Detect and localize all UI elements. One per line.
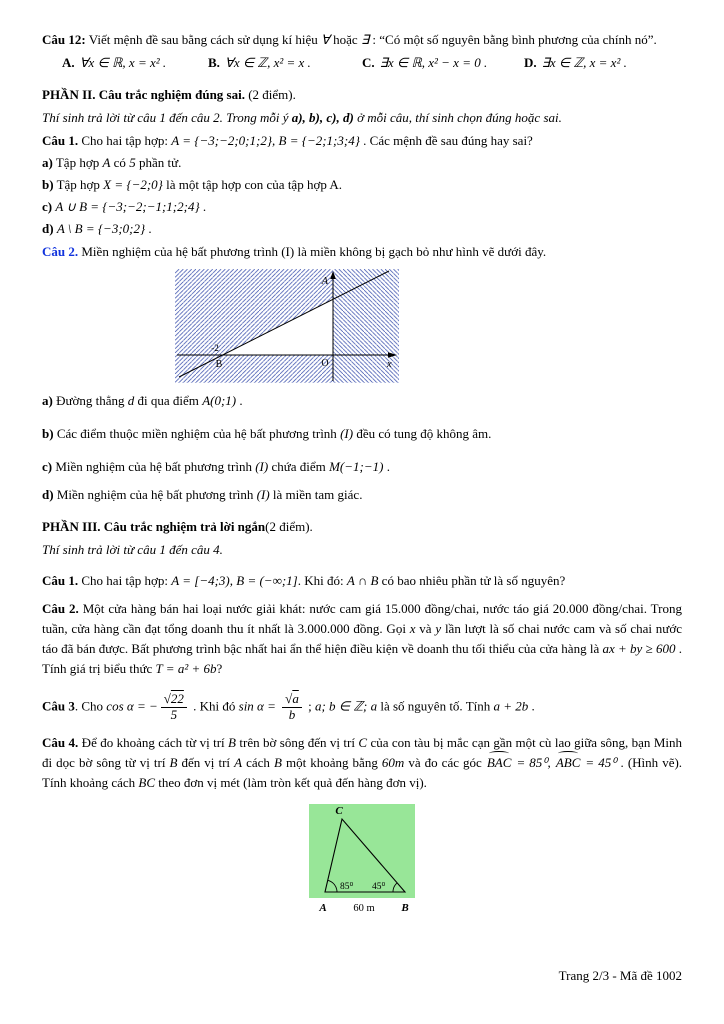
part2-question-1-text: Cho hai tập hợp:	[78, 132, 172, 148]
part3-instruction-text: Thí sinh trả lời từ câu 1 đến câu 4.	[42, 542, 223, 558]
item-math: (I)	[340, 425, 354, 441]
question-12-text-1: Viết mệnh đề sau bằng cách sử dụng kí hiệu	[85, 32, 321, 47]
option-c-math: ∃x ∈ ℝ, x² − x = 0 .	[379, 55, 488, 71]
q-text: Cho hai tập hợp:	[78, 572, 172, 588]
triangle-figure-svg	[309, 804, 415, 916]
part3-q2-label: Câu 2.	[42, 600, 79, 616]
part2-instruction-bold: a), b), c), d)	[291, 109, 354, 125]
vertex-a-label: A	[319, 901, 327, 914]
base-length-label: 60 m	[353, 902, 375, 914]
x-axis-label: x	[387, 358, 392, 370]
question-12	[42, 30, 682, 50]
q-text: . Cho	[74, 698, 107, 714]
green-background	[309, 804, 415, 898]
part2-q2-item-c	[42, 457, 682, 477]
item-math: A	[102, 155, 111, 171]
origin-label: O	[321, 357, 329, 369]
forall-symbol: ∀	[320, 32, 330, 47]
part2-heading	[42, 85, 682, 105]
part2-question-2-label: Câu 2.	[42, 243, 79, 259]
item-math: A ∪ B = {−3;−2;−1;1;2;4}	[55, 199, 200, 215]
q-text: lần lượt là số chai nước cam và số chai nước táo đã bán được. Bất phương trình bậc nhất hai ẩn thể hiện điều kiện về doanh thu tối thiểu của cửa hàng là	[42, 620, 682, 657]
part3-question-1	[42, 571, 682, 591]
item-text: .	[236, 392, 243, 408]
q-text: Để đo khoảng cách từ vị trí	[78, 735, 229, 751]
inequality-region-svg	[175, 269, 399, 383]
q-text: ?	[216, 661, 223, 677]
item-label: d)	[42, 487, 54, 503]
angle-a-value-label: 85⁰	[340, 881, 354, 892]
part2-instruction-post: ở mỗi câu, thí sinh chọn đúng hoặc sai.	[353, 109, 562, 125]
question-12-text-2: hoặc	[329, 32, 361, 47]
item-text: Miền nghiệm của hệ bất phương trình	[53, 487, 257, 503]
q-math: A	[234, 755, 243, 771]
part3-heading	[42, 517, 682, 537]
q-text: . Tính giá trị biểu thức	[42, 641, 683, 677]
option-c-label: C.	[362, 55, 375, 71]
item-text: Miền nghiệm của hệ bất phương trình	[52, 459, 256, 475]
point-a-label: A	[321, 275, 328, 287]
part2-instruction	[42, 108, 682, 128]
item-text: .	[145, 221, 152, 237]
option-d-math: ∃x ∈ ℤ, x = x² .	[541, 55, 627, 71]
item-text: Tập hợp	[52, 155, 103, 171]
part3-heading-rest: (2 điểm).	[265, 519, 313, 535]
item-label: c)	[42, 199, 53, 215]
option-c	[362, 53, 524, 73]
option-a-math: ∀x ∈ ℝ, x = x² .	[79, 55, 167, 71]
q-text: cách	[242, 755, 274, 771]
question-12-text-3: : “Có một số nguyên bằng bình phương của chính nó”.	[369, 32, 657, 47]
item-math: M(−1;−1)	[329, 459, 384, 475]
part3-question-4	[42, 733, 682, 793]
part3-q3-label: Câu 3	[42, 698, 75, 714]
q-text: . Khi đó:	[297, 572, 347, 588]
part2-question-1-label: Câu 1.	[42, 132, 79, 148]
inequality-region-figure	[175, 269, 399, 383]
item-math: (I)	[256, 487, 270, 503]
q-math: BC	[138, 775, 156, 791]
item-text: phần tử.	[135, 155, 182, 171]
part2-q1-item-c	[42, 197, 682, 217]
triangle-measurement-figure	[309, 804, 415, 916]
q-text: . (Hình vẽ). Tính khoảng cách	[42, 755, 683, 791]
radicand: a	[292, 691, 299, 707]
option-a-label: A.	[62, 55, 75, 71]
part2-question-2-text: Miền nghiệm của hệ bất phương trình (I) là miền không bị gạch bỏ như hình vẽ dưới đây.	[78, 243, 547, 259]
q-math: x	[409, 620, 416, 636]
part2-question-2	[42, 242, 682, 262]
exists-symbol: ∃	[360, 32, 370, 47]
part2-heading-rest: (2 điểm).	[244, 86, 296, 102]
item-label: a)	[42, 155, 53, 171]
q-math: = 85⁰,	[512, 755, 555, 771]
q-math: T = a² + 6b	[155, 661, 217, 677]
part3-heading-bold: PHẦN III. Câu trắc nghiệm trả lời ngắn	[42, 519, 266, 535]
q-math: a + 2b	[493, 698, 529, 714]
q-text: và đo các góc	[404, 755, 486, 771]
part3-q1-label: Câu 1.	[42, 572, 79, 588]
option-b-label: B.	[208, 55, 220, 71]
angle-bac-hat: BAC	[487, 753, 512, 773]
item-label: a)	[42, 392, 53, 408]
q-math: C	[358, 735, 368, 751]
q-math: a; b ∈ ℤ; a	[314, 698, 378, 714]
fraction-sqrt22-over-5	[161, 692, 187, 723]
part3-question-2	[42, 599, 682, 680]
page-footer	[559, 966, 682, 986]
q-math: cos α = −	[106, 698, 158, 714]
q-math: B	[273, 755, 282, 771]
q-text: . Khi đó	[189, 698, 239, 714]
part2-q2-item-a	[42, 391, 682, 411]
item-text: .	[383, 459, 390, 475]
part3-instruction	[42, 540, 682, 560]
q-text: và	[415, 620, 436, 636]
q-text: đến vị trí	[177, 755, 235, 771]
q-math: B	[169, 755, 178, 771]
part2-question-1-text-2: . Các mệnh đề sau đúng hay sai?	[359, 132, 533, 148]
item-math: A(0;1)	[202, 392, 237, 408]
item-math: (I)	[255, 459, 269, 475]
fraction-numerator	[161, 692, 187, 708]
part2-q1-item-b	[42, 175, 682, 195]
option-d-label: D.	[524, 55, 537, 71]
item-text: là một tập hợp con của tập hợp A.	[162, 177, 342, 193]
item-text: Các điểm thuộc miền nghiệm của hệ bất phương trình	[53, 425, 341, 441]
fraction-denominator: 5	[170, 707, 178, 723]
point-b-label: B	[215, 358, 223, 370]
part2-instruction-pre: Thí sinh trả lời từ câu 1 đến câu 2. Trong mỗi ý	[42, 109, 292, 125]
option-b-math: ∀x ∈ ℤ, x² = x .	[224, 55, 311, 71]
item-text: Đường thẳng	[52, 392, 128, 408]
item-text: .	[199, 199, 207, 215]
q-math: A ∩ B	[346, 572, 379, 588]
q-text: .	[528, 698, 535, 714]
item-math: X = {−2;0}	[103, 177, 163, 193]
part2-heading-bold: PHẦN II. Câu trắc nghiệm đúng sai.	[42, 86, 245, 102]
angle-abc-hat: ABC	[556, 753, 581, 773]
part2-q2-item-b	[42, 424, 682, 444]
fraction-numerator	[282, 692, 302, 708]
item-math: d	[127, 392, 135, 408]
angle-b-value-label: 45⁰	[372, 881, 386, 892]
part2-question-1	[42, 131, 682, 151]
q-math: = 45⁰	[581, 755, 617, 771]
q-math: ax + by ≥ 600	[602, 641, 676, 657]
item-text: có	[110, 155, 130, 171]
q-text: trên bờ sông đến vị trí	[236, 735, 359, 751]
item-label: c)	[42, 459, 53, 475]
q-text: một khoảng bằng	[281, 755, 382, 771]
item-label: d)	[42, 221, 54, 237]
item-math: A \ B = {−3;0;2}	[56, 221, 146, 237]
part3-q4-label: Câu 4.	[42, 735, 79, 751]
item-text: là miền tam giác.	[269, 487, 363, 503]
item-text: Tập hợp	[53, 177, 104, 193]
vertex-c-label: C	[335, 804, 343, 817]
part2-q1-item-d	[42, 219, 682, 239]
item-text: đi qua điểm	[134, 392, 203, 408]
fraction-denominator: b	[288, 707, 296, 723]
item-label: b)	[42, 425, 54, 441]
q-math: 60m	[381, 755, 405, 771]
q-math: A = [−4;3), B = (−∞;1]	[171, 572, 298, 588]
part2-q2-item-d	[42, 485, 682, 505]
q-text: theo đơn vị mét (làm tròn kết quả đến hàng đơn vị).	[155, 775, 427, 791]
vertex-b-label: B	[401, 901, 409, 914]
item-text: đều có tung độ không âm.	[353, 425, 492, 441]
part2-q1-item-a	[42, 153, 682, 173]
tick-minus-2-label: -2	[211, 342, 219, 353]
q-text: của con tàu bị mắc cạn gần một cù lao giữa sông, bạn Minh đi dọc bờ sông từ vị trí	[42, 735, 682, 771]
q-math: B	[228, 735, 236, 751]
option-b	[208, 53, 362, 73]
q-text: ;	[304, 698, 315, 714]
q-text: có bao nhiêu phần tử là số nguyên?	[378, 572, 566, 588]
item-text: chứa điểm	[268, 459, 330, 475]
radicand: 22	[170, 691, 184, 707]
sqrt-symbol: √	[285, 691, 293, 707]
option-d	[524, 53, 682, 73]
item-math: 5	[129, 155, 136, 171]
q-math: sin α =	[238, 698, 280, 714]
part3-question-3	[42, 692, 682, 723]
item-label: b)	[42, 177, 54, 193]
sqrt-symbol: √	[163, 691, 171, 707]
q-text: Một cửa hàng bán hai loại nước giải khát: nước cam giá 15.000 đồng/chai, nước táo giá 20.000 đồng/chai. Trong tuần, cửa hàng cần đạt tổng doanh thu ít nhất là 3.000.000 đồng. Gọi	[42, 600, 682, 636]
part2-question-1-math: A = {−3;−2;0;1;2}, B = {−2;1;3;4}	[171, 132, 360, 148]
page-footer-text: Trang 2/3 - Mã đề 1002	[558, 968, 682, 983]
option-a	[62, 53, 208, 73]
question-12-label: Câu 12:	[42, 32, 86, 47]
q-math: y	[435, 620, 442, 636]
q-text: là số nguyên tố. Tính	[377, 698, 494, 714]
question-12-options	[42, 53, 682, 73]
fraction-sqrta-over-b	[282, 692, 302, 723]
